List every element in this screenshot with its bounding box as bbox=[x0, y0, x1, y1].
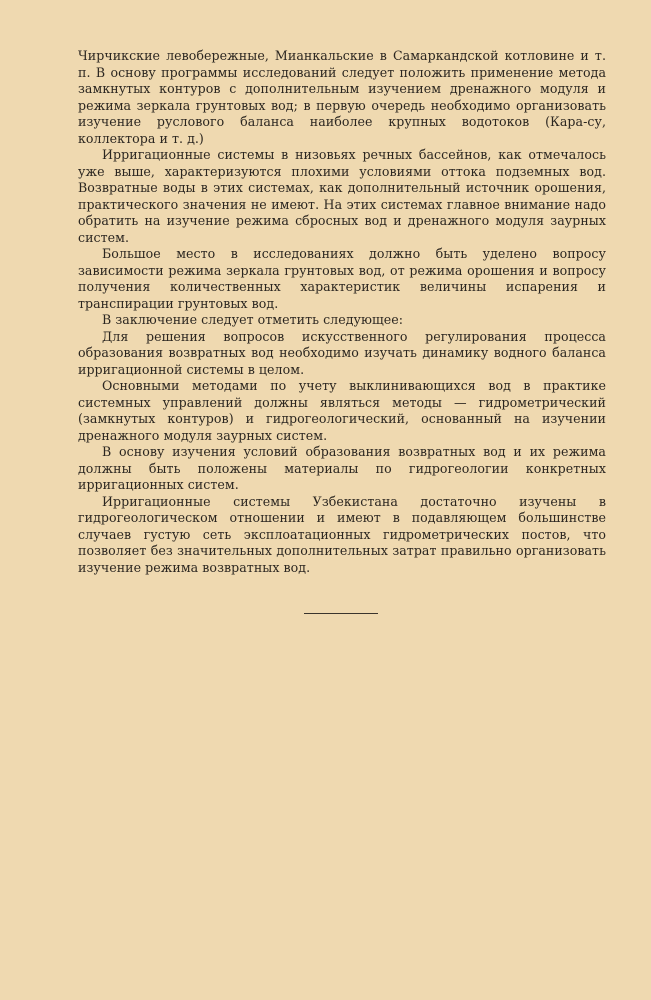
paragraph-continuation: Чирчикские левобережные, Мианкальские в Самаркандской котловине и т. п. В основу программы исследований следует положить применение метода замкнутых контуров с дополнительным изучением дренажного модуля и режима зеркала грунтовых вод; в первую очередь необходимо организовать изучение руслового баланса наиболее крупных водотоков (Кара-су, коллектора и т. д.) bbox=[78, 48, 606, 146]
paragraph-conclusion-intro: В заключение следует отметить следующее: bbox=[102, 312, 404, 327]
paragraph-conclusion-4: Ирригационные системы Узбекистана достаточно изучены в гидрогеологическом отношении и имеют в подавляющем большинстве случаев густую сеть эксплоатационных гидрометрических постов, что позволяет без значительных дополнительных затрат правильно организовать изучение режима возвратных вод. bbox=[78, 493, 606, 575]
paragraph-irrigation-lower-basins: Ирригационные системы в низовьях речных бассейнов, как отмечалось уже выше, характеризуются плохими условиями оттока подземных вод. Возвратные воды в этих системах, как дополнительный источник орошения, практического значения не имеют. На этих системах главное внимание надо обратить на изучение режима сбросных вод и дренажного модуля заурных систем. bbox=[78, 147, 606, 245]
paragraph-groundwater-regime: Большое место в исследованиях должно быть уделено вопросу зависимости режима зеркала грунтовых вод, от режима орошения и вопросу получения количественных характеристик величины испарения и транспирации грунтовых вод. bbox=[78, 246, 606, 311]
paragraph-conclusion-2: Основными методами по учету выклинивающихся вод в практике системных управлений должны являться методы — гидрометрический (замкнутых контуров) и гидрогеологический, основанный на изучении дренажного модуля заурных систем. bbox=[78, 378, 606, 443]
end-divider-rule bbox=[304, 613, 378, 614]
paragraph-conclusion-1: Для решения вопросов искусственного регулирования процесса образования возвратных вод необходимо изучать динамику водного баланса ирригационной системы в целом. bbox=[78, 328, 606, 377]
body-text bbox=[78, 48, 606, 576]
paragraph-conclusion-3: В основу изучения условий образования возвратных вод и их режима должны быть положены материалы по гидрогеологии конкретных ирригационных систем. bbox=[78, 444, 606, 492]
